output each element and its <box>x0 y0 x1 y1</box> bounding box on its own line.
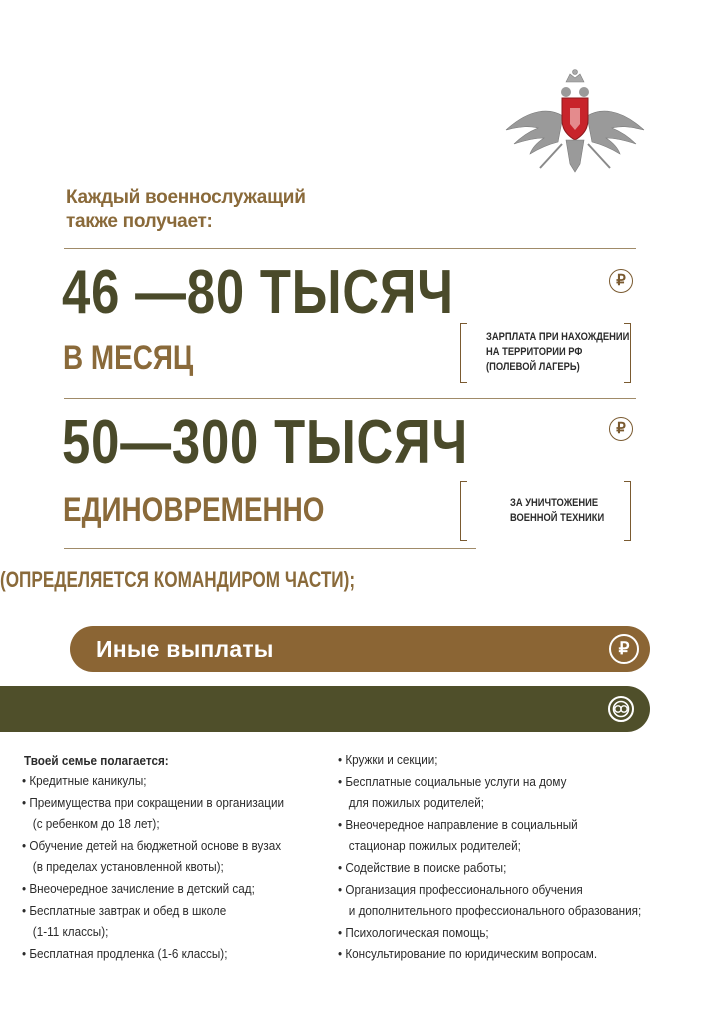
list-item-continuation: (1-11 классы); <box>32 924 109 940</box>
family-benefits-left <box>22 770 284 964</box>
salary-period: В МЕСЯЦ <box>63 339 194 377</box>
ministry-emblem-logo <box>500 68 650 178</box>
other-payments-label: Иные выплаты <box>96 636 274 662</box>
list-item: • Бесплатные завтрак и обед в школе <box>22 902 227 918</box>
list-item: • Кредитные каникулы; <box>22 773 147 788</box>
bonus-period: ЕДИНОВРЕМЕННО <box>63 491 325 529</box>
list-item-continuation: стационар пожилых родителей; <box>348 838 521 854</box>
salary-note <box>486 330 629 375</box>
list-item: • Психологическая помощь; <box>338 924 489 940</box>
intro-line-2: также получает: <box>66 211 213 232</box>
note-bracket-left <box>460 481 467 541</box>
bonus-note <box>510 496 604 526</box>
list-item-continuation: (с ребенком до 18 лет); <box>32 816 160 832</box>
intro-line-1: Каждый военнослужащий <box>66 187 306 208</box>
bonus-note-line: ВОЕННОЙ ТЕХНИКИ <box>510 512 605 524</box>
note-bracket-left <box>460 323 467 383</box>
salary-note-line: (ПОЛЕВОЙ ЛАГЕРЬ) <box>486 361 580 373</box>
salary-note-line: ЗАРПЛАТА ПРИ НАХОЖДЕНИИ <box>486 331 630 343</box>
list-item: • Внеочередное зачисление в детский сад; <box>22 880 255 896</box>
divider <box>64 248 636 249</box>
bonus-amount: 50—300 ТЫСЯЧ <box>62 408 468 477</box>
note-bracket-right <box>624 481 631 541</box>
family-rings-icon <box>607 695 635 723</box>
list-item: • Содействие в поиске работы; <box>338 859 507 875</box>
list-item: • Обучение детей на бюджетной основе в вузах <box>22 837 282 853</box>
list-item: • Бесплатные социальные услуги на дому <box>338 773 567 789</box>
salary-amount: 46 —80 ТЫСЯЧ <box>62 258 454 327</box>
divider <box>64 398 636 399</box>
list-item: • Консультирование по юридическим вопросам. <box>338 946 598 962</box>
salary-note-line: НА ТЕРРИТОРИИ РФ <box>486 346 583 358</box>
list-item: • Бесплатная продленка (1-6 классы); <box>22 945 228 961</box>
list-item: • Организация профессионального обучения <box>338 881 583 897</box>
divider <box>64 548 476 549</box>
list-item: • Преимущества при сокращении в организации <box>22 794 285 810</box>
ruble-icon: ₽ <box>609 269 633 293</box>
ruble-icon: ₽ <box>609 634 639 664</box>
list-item-continuation: (в пределах установленной квоты); <box>32 859 224 875</box>
ruble-icon: ₽ <box>609 417 633 441</box>
family-benefits-right <box>338 749 641 965</box>
list-item: • Кружки и секции; <box>338 752 438 767</box>
list-item-continuation: и дополнительного профессионального образования; <box>348 903 642 919</box>
intro-heading <box>66 186 366 234</box>
list-item-continuation: для пожилых родителей; <box>348 795 485 811</box>
family-banner <box>0 686 650 732</box>
list-item: • Внеочередное направление в социальный <box>338 816 578 832</box>
commander-note: (ОПРЕДЕЛЯЕТСЯ КОМАНДИРОМ ЧАСТИ); <box>0 567 356 592</box>
family-benefits-title: Твоей семье полагается: <box>24 753 169 768</box>
bonus-note-line: ЗА УНИЧТОЖЕНИЕ <box>510 497 599 509</box>
